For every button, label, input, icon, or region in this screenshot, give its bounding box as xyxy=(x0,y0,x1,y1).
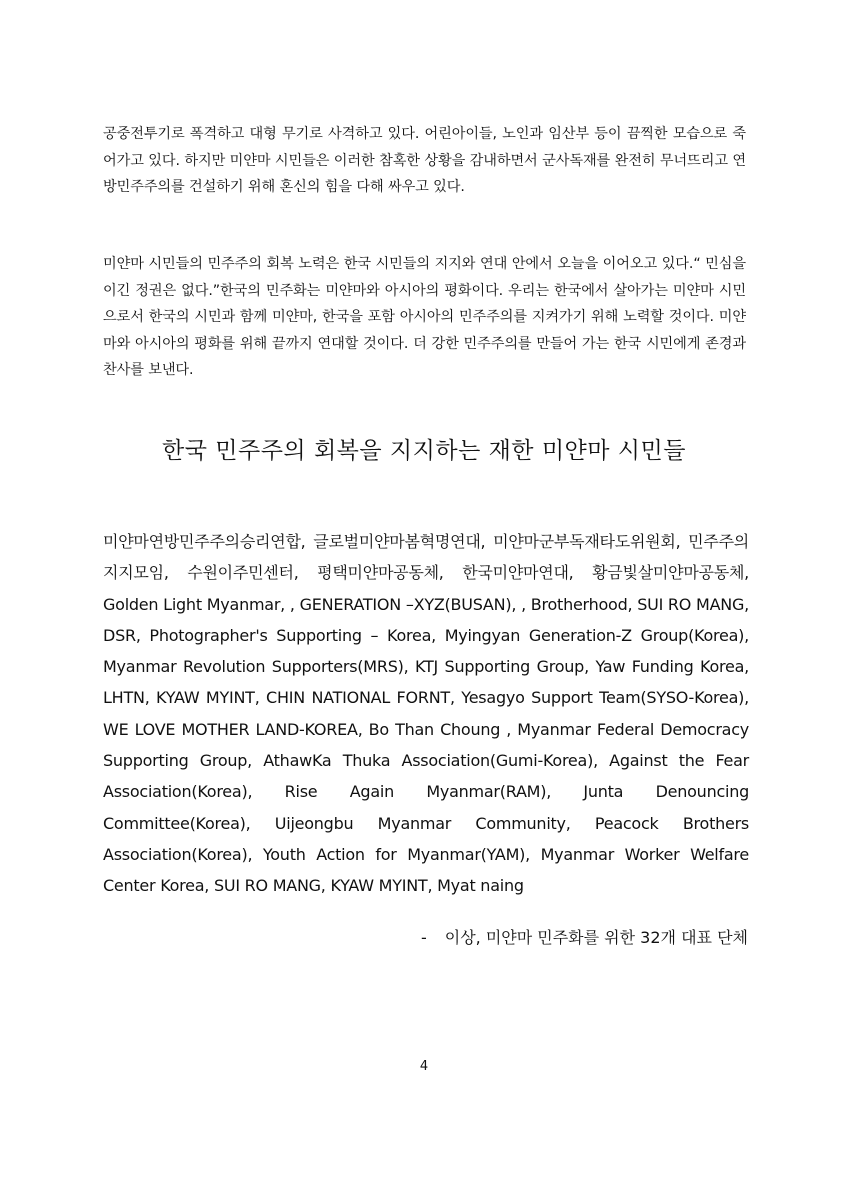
signature-text: 이상, 미얀마 민주화를 위한 32개 대표 단체 xyxy=(444,928,748,947)
body-paragraph-1: 공중전투기로 폭격하고 대형 무기로 사격하고 있다. 어린아이들, 노인과 임산부 등이 끔찍한 모습으로 죽어가고 있다. 하지만 미얀마 시민들은 이러한 참혹한 상황을 감내하면서 군사독재를 완전히 무너뜨리고 연방민주주의를 건설하기 위해 혼신의 힘을 다해 싸우고 있다. xyxy=(103,126,746,195)
signature-line xyxy=(421,925,748,951)
page-number: 4 xyxy=(419,1059,429,1074)
organization-list: 미얀마연방민주주의승리연합, 글로벌미얀마봄혁명연대, 미얀마군부독재타도위원회, 민주주의지지모임, 수원이주민센터, 평택미얀마공동체, 한국미얀마연대, 황금빛살미얀마공동체, Golden Light Myanmar, , GENERATION –XYZ(BUSAN), , Brotherhood, SUI RO MANG, DSR, Photographer's Supporting – Korea, Myingyan Generation-Z Group(Korea), Myanmar Revolution Supporters(MRS), KTJ Supporting Group, Yaw Funding Korea, LHTN, KYAW MYINT, CHIN NATIONAL FORNT, Yesagyo Support Team(SYSO-Korea), WE LOVE MOTHER LAND-KOREA, Bo Than Choung , Myanmar Federal Democracy Supporting Group, AthawKa Thuka Association(Gumi-Korea), Against the Fear Association(Korea), Rise Again Myanmar(RAM), Junta Denouncing Committee(Korea), Uijeongbu Myanmar Community, Peacock Brothers Association(Korea), Youth Action for Myanmar(YAM), Myanmar Worker Welfare Center Korea, SUI RO MANG, KYAW MYINT, Myat naing xyxy=(103,532,749,896)
signature-dash: - xyxy=(420,928,427,947)
section-title: 한국 민주주의 회복을 지지하는 재한 미얀마 시민들 xyxy=(162,438,686,464)
body-paragraph-2: 미얀마 시민들의 민주주의 회복 노력은 한국 시민들의 지지와 연대 안에서 오늘을 이어오고 있다.“ 민심을 이긴 정권은 없다.”한국의 민주화는 미얀마와 아시아의 평화이다. 우리는 한국에서 살아가는 미얀마 시민으로서 한국의 시민과 함께 미얀마, 한국을 포함 아시아의 민주주의를 지켜가기 위해 노력할 것이다. 미얀마와 아시아의 평화를 위해 끝까지 연대할 것이다. 더 강한 민주주의를 만들어 가는 한국 시민에게 존경과 찬사를 보낸다. xyxy=(103,256,746,378)
